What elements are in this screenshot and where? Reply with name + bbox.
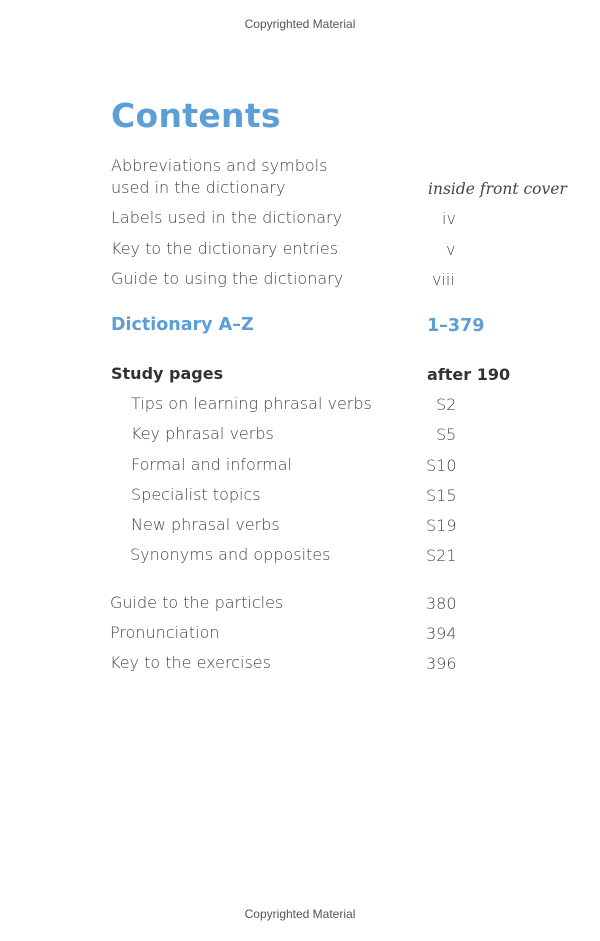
toc-subentry-page: S19 [426, 516, 457, 535]
page-title: Contents [111, 96, 281, 135]
toc-subentry-page: S5 [436, 425, 457, 444]
toc-entry-page: v [446, 240, 456, 259]
toc-entry-label: Key to the exercises [110, 653, 271, 672]
toc-entry-page: 394 [426, 624, 457, 643]
toc-subentry-label: Formal and informal [131, 455, 292, 474]
toc-subentry-label: Synonyms and opposites [130, 545, 331, 564]
toc-entry-label: Abbreviations and symbols [111, 156, 328, 175]
toc-subentry-label: Specialist topics [131, 485, 261, 504]
toc-entry-page: inside front cover [428, 180, 567, 198]
toc-section-page: after 190 [427, 365, 511, 384]
toc-subentry-page: S21 [426, 546, 457, 565]
toc-entry-label: Key to the dictionary entries [111, 239, 339, 258]
toc-entry-label: Guide to the particles [110, 593, 284, 612]
toc-entry-label: used in the dictionary [111, 178, 286, 197]
toc-subentry-label: New phrasal verbs [131, 515, 280, 534]
toc-entry-page: viii [432, 270, 455, 289]
toc-section-label: Dictionary A–Z [111, 315, 254, 335]
toc-section-page: 1–379 [427, 316, 485, 336]
toc-entry-label: Labels used in the dictionary [111, 208, 343, 227]
copyright-watermark-top: Copyrighted Material [244, 17, 356, 31]
toc-entry-label: Pronunciation [110, 623, 220, 642]
toc-subentry-label: Key phrasal verbs [131, 424, 274, 443]
toc-entry-page: 396 [426, 654, 457, 673]
toc-subentry-label: Tips on learning phrasal verbs [131, 394, 372, 413]
toc-section-label: Study pages [111, 364, 224, 383]
copyright-watermark-bottom: Copyrighted Material [244, 907, 356, 921]
toc-subentry-page: S15 [426, 486, 457, 505]
toc-subentry-page: S10 [426, 456, 457, 475]
toc-entry-label: Guide to using the dictionary [111, 269, 344, 288]
toc-subentry-page: S2 [436, 395, 457, 414]
toc-entry-page: iv [442, 209, 456, 228]
toc-entry-page: 380 [426, 594, 457, 613]
